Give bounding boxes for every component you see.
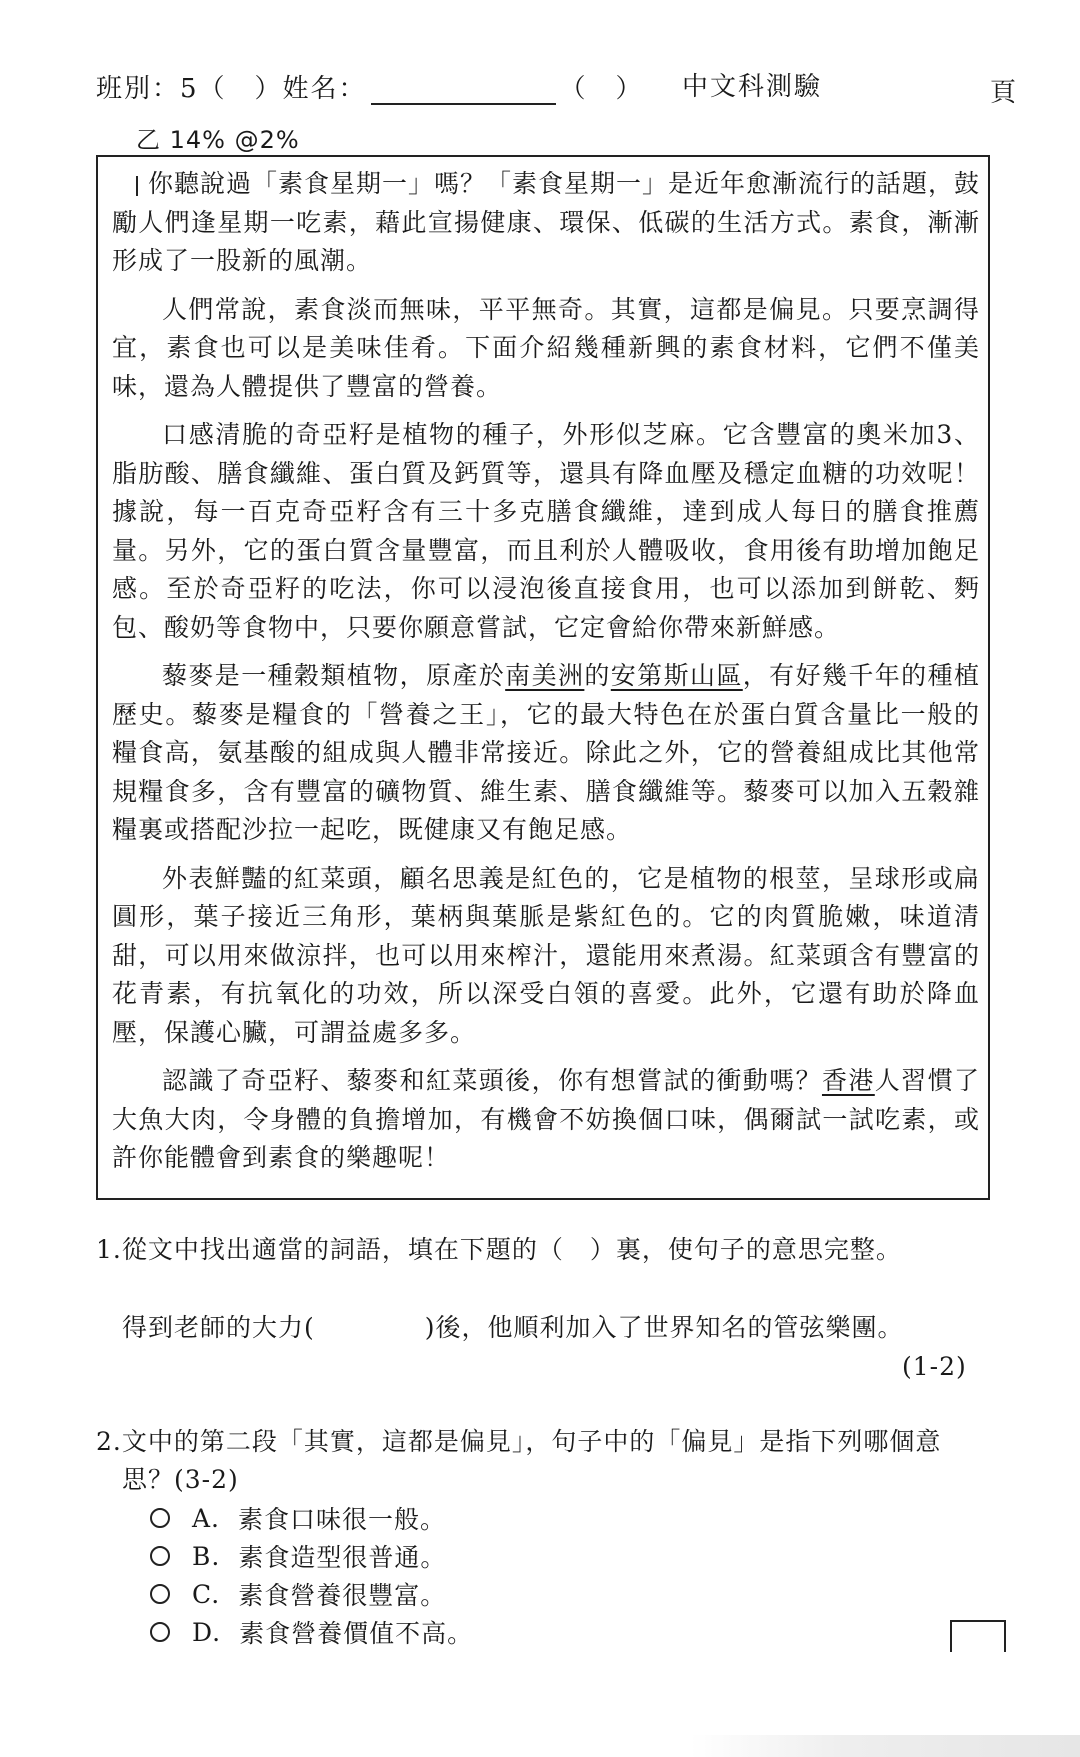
question-1-sentence: 得到老師的大力( )後，他順利加入了世界知名的管弦樂團。 — [122, 1313, 904, 1342]
place-name-hong-kong: 香港 — [821, 1066, 875, 1095]
header-class-name — [96, 68, 644, 105]
option-c[interactable]: C. 素食營養很豐富。 — [150, 1576, 446, 1612]
subject-title: 中文科測驗 — [682, 72, 823, 102]
passage-paragraph-2: 人們常說，素食淡而無味，平平無奇。其實，這都是偏見。只要烹調得宜，素食也可以是美味佳肴。下面介紹幾種新興的素食材料，它們不僅美味，還為人體提供了豐富的營養。 — [112, 294, 980, 401]
class-label: 班別：5（ ）姓名： — [96, 74, 367, 104]
option-b[interactable]: B. 素食造型很普通。 — [150, 1538, 446, 1574]
option-d-radio-icon[interactable] — [150, 1622, 170, 1642]
question-1-prompt: 1.從文中找出適當的詞語，填在下題的（ ）裏，使句子的意思完整。 — [96, 1235, 902, 1264]
passage-paragraph-4: 藜麥是一種穀類植物，原產於南美洲的安第斯山區，有好幾千年的種植歷史。藜麥是糧食的「營養之王」，它的最大特色在於蛋白質含量比一般的糧食高，氨基酸的組成與人體非常接近。除此之外，它的營養組成比其他常規糧食多，含有豐富的礦物質、維生素、膳食纖維等。藜麥可以加入五穀雜糧裏或搭配沙拉一起吃，既健康又有飽足感。 — [112, 661, 980, 844]
option-c-radio-icon[interactable] — [150, 1584, 170, 1604]
scan-edge — [690, 1735, 1080, 1757]
place-name-south-america: 南美洲 — [505, 661, 585, 690]
option-a-radio-icon[interactable] — [150, 1508, 170, 1528]
page-label: 頁 — [990, 78, 1019, 108]
question-2-prompt-line-2: 思？(3-2) — [122, 1465, 239, 1494]
passage-paragraph-5: 外表鮮豔的紅菜頭，顧名思義是紅色的，它是植物的根莖，呈球形或扁圓形，葉子接近三角形，葉柄與葉脈是紫紅色的。它的肉質脆嫩，味道清甜，可以用來做涼拌，也可以用來榨汁，還能用來煮湯。紅菜頭含有豐富的花青素，有抗氧化的功效，所以深受白領的喜愛。此外，它還有助於降血壓，保護心臟，可謂益處多多。 — [112, 863, 980, 1047]
option-d[interactable]: D. 素食營養價值不高。 — [150, 1614, 473, 1650]
handwritten-note: 乙 14% @2% — [136, 126, 300, 154]
passage-box — [96, 155, 990, 1200]
option-b-radio-icon[interactable] — [150, 1546, 170, 1566]
option-a[interactable]: A. 素食口味很一般。 — [150, 1500, 446, 1536]
class-number-paren: （ ） — [559, 74, 644, 104]
place-name-andes: 安第斯山區 — [610, 661, 743, 690]
passage-paragraph-1: 你聽說過「素食星期一」嗎？「素食星期一」是近年愈漸流行的話題，鼓勵人們逢星期一吃素，藉此宣揚健康、環保、低碳的生活方式。素食，漸漸形成了一股新的風潮。 — [112, 169, 981, 275]
question-1-score: (1-2) — [902, 1352, 967, 1381]
question-2-prompt-line-1: 2.文中的第二段「其實，這都是偏見」，句子中的「偏見」是指下列哪個意 — [96, 1427, 942, 1456]
name-field[interactable] — [371, 77, 556, 105]
passage-paragraph-3: 口感清脆的奇亞籽是植物的種子，外形似芝麻。它含豐富的奧米加3、脂肪酸、膳食纖維、蛋白質及鈣質等，還具有降血壓及穩定血糖的功效呢！據說，每一百克奇亞籽含有三十多克膳食纖維，達到成人每日的膳食推薦量。另外，它的蛋白質含量豐富，而且利於人體吸收，食用後有助增加飽足感。至於奇亞籽的吃法，你可以浸泡後直接食用，也可以添加到餅乾、麪包、酸奶等食物中，只要你願意嘗試，它定會給你帶來新鮮感。 — [112, 420, 980, 642]
answer-box[interactable] — [950, 1620, 1006, 1652]
passage-paragraph-6: 認識了奇亞籽、藜麥和紅菜頭後，你有想嘗試的衝動嗎？香港人習慣了大魚大肉，令身體的負擔增加，有機會不妨換個口味，偶爾試一試吃素，或許你能體會到素食的樂趣呢！ — [112, 1066, 980, 1172]
cursor-mark — [136, 176, 138, 196]
